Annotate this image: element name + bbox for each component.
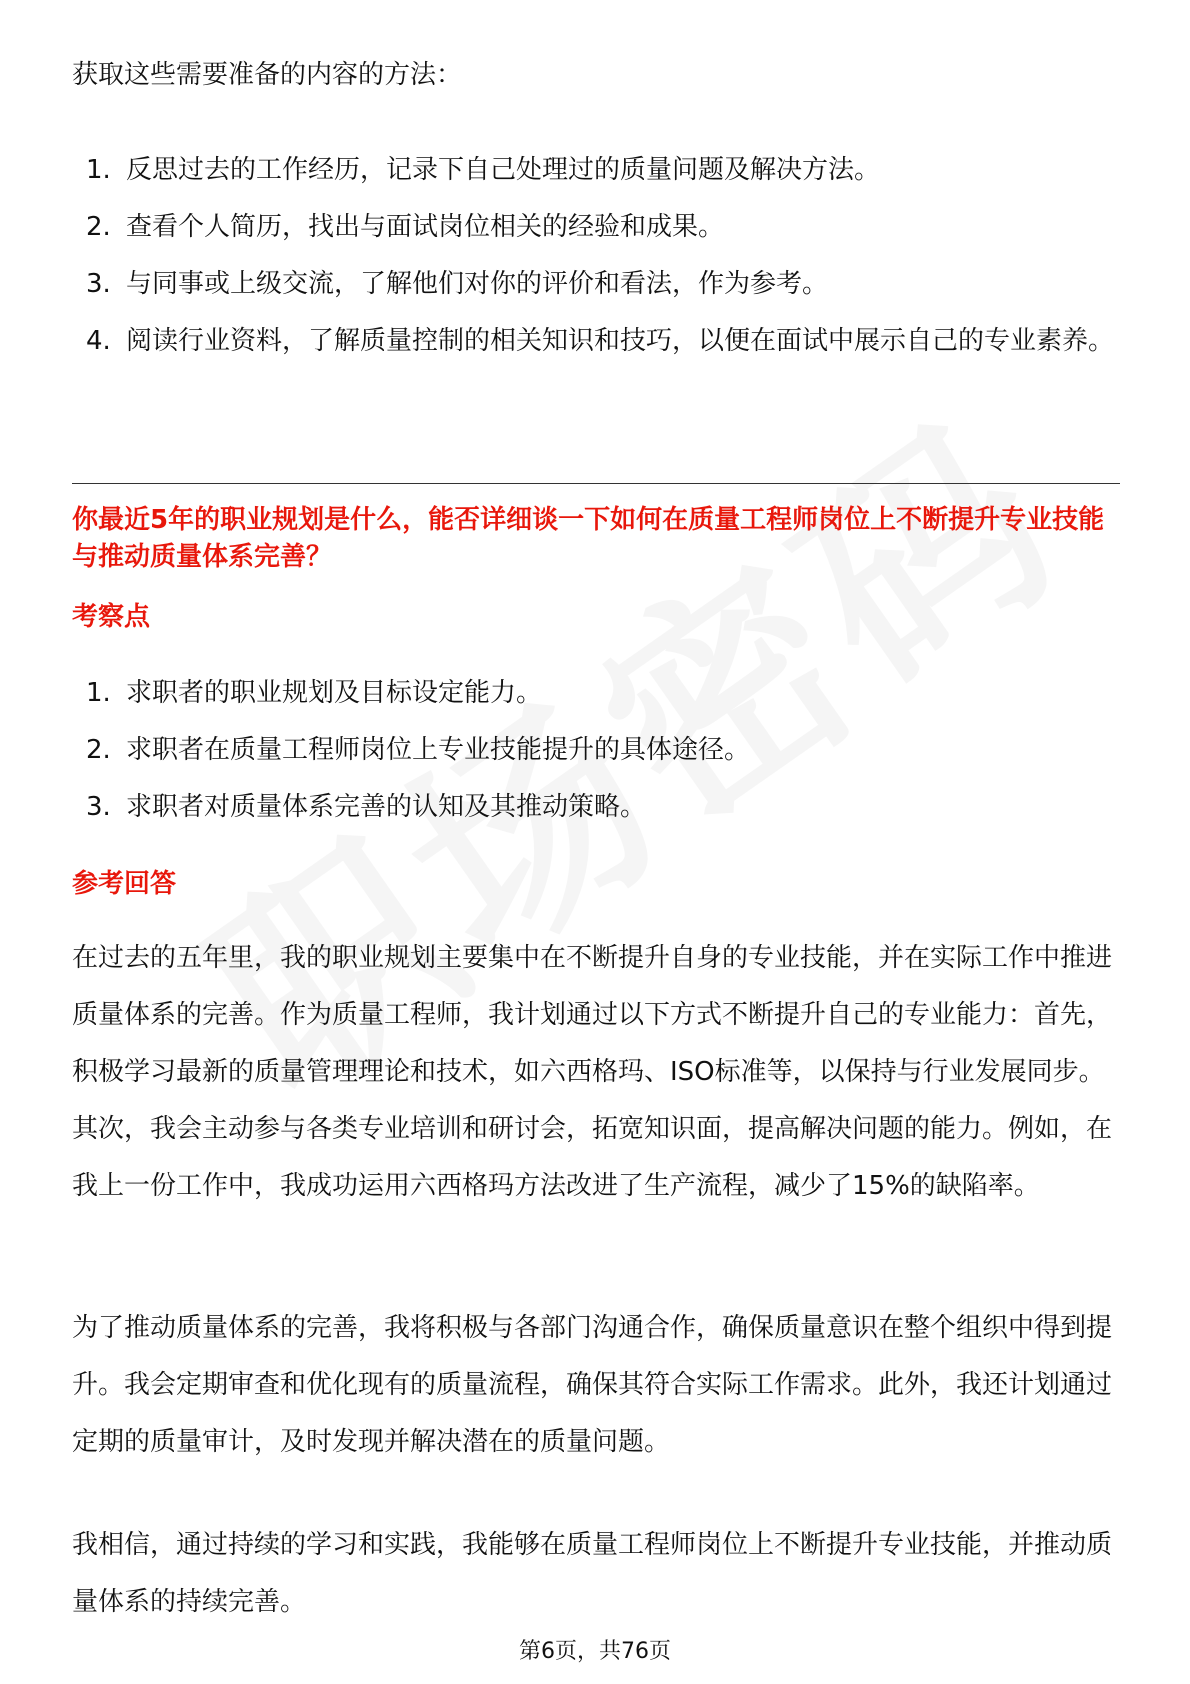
list-item-text: 阅读行业资料，了解质量控制的相关知识和技巧，以便在面试中展示自己的专业素养。 (126, 326, 1115, 356)
list-number: 2. (86, 735, 111, 765)
section-divider (72, 483, 1120, 484)
list-item-text: 求职者在质量工程师岗位上专业技能提升的具体途径。 (126, 735, 751, 765)
list-number: 1. (86, 155, 111, 185)
list-item-text: 求职者对质量体系完善的认知及其推动策略。 (126, 792, 647, 822)
list-number: 3. (86, 792, 111, 822)
list-item (72, 142, 1120, 199)
focus-label: 考察点 (72, 602, 151, 632)
list-item (72, 779, 1120, 836)
list-item-text: 反思过去的工作经历，记录下自己处理过的质量问题及解决方法。 (126, 155, 881, 185)
list-number: 1. (86, 678, 111, 708)
list-item-text: 与同事或上级交流，了解他们对你的评价和看法，作为参考。 (126, 269, 829, 299)
focus-points-list (72, 665, 1120, 836)
list-number: 4. (86, 326, 111, 356)
list-item (72, 256, 1120, 313)
list-item-text: 查看个人简历，找出与面试岗位相关的经验和成果。 (126, 212, 725, 242)
list-number: 3. (86, 269, 111, 299)
answer-paragraph: 在过去的五年里，我的职业规划主要集中在不断提升自身的专业技能，并在实际工作中推进质量体系的完善。作为质量工程师，我计划通过以下方式不断提升自己的专业能力：首先，积极学习最新的质量管理理论和技术，如六西格玛、ISO标准等，以保持与行业发展同步。其次，我会主动参与各类专业培训和研讨会，拓宽知识面，提高解决问题的能力。例如，在我上一份工作中，我成功运用六西格玛方法改进了生产流程，减少了15%的缺陷率。 (72, 943, 1113, 1201)
list-item (72, 665, 1120, 722)
list-item-text: 求职者的职业规划及目标设定能力。 (126, 678, 543, 708)
list-number: 2. (86, 212, 111, 242)
answer-paragraph: 我相信，通过持续的学习和实践，我能够在质量工程师岗位上不断提升专业技能，并推动质量体系的持续完善。 (72, 1530, 1113, 1617)
page-footer: 第6页，共76页 (519, 1639, 671, 1664)
answer-label: 参考回答 (72, 869, 177, 899)
methods-list (72, 142, 1120, 370)
intro-text: 获取这些需要准备的内容的方法： (72, 60, 463, 90)
question-heading: 你最近5年的职业规划是什么，能否详细谈一下如何在质量工程师岗位上不断提升专业技能与推动质量体系完善？ (72, 505, 1105, 572)
answer-paragraph: 为了推动质量体系的完善，我将积极与各部门沟通合作，确保质量意识在整个组织中得到提升。我会定期审查和优化现有的质量流程，确保其符合实际工作需求。此外，我还计划通过定期的质量审计，及时发现并解决潜在的质量问题。 (72, 1313, 1113, 1457)
list-item (72, 313, 1120, 370)
list-item (72, 722, 1120, 779)
document-page (72, 0, 1120, 1684)
list-item (72, 199, 1120, 256)
